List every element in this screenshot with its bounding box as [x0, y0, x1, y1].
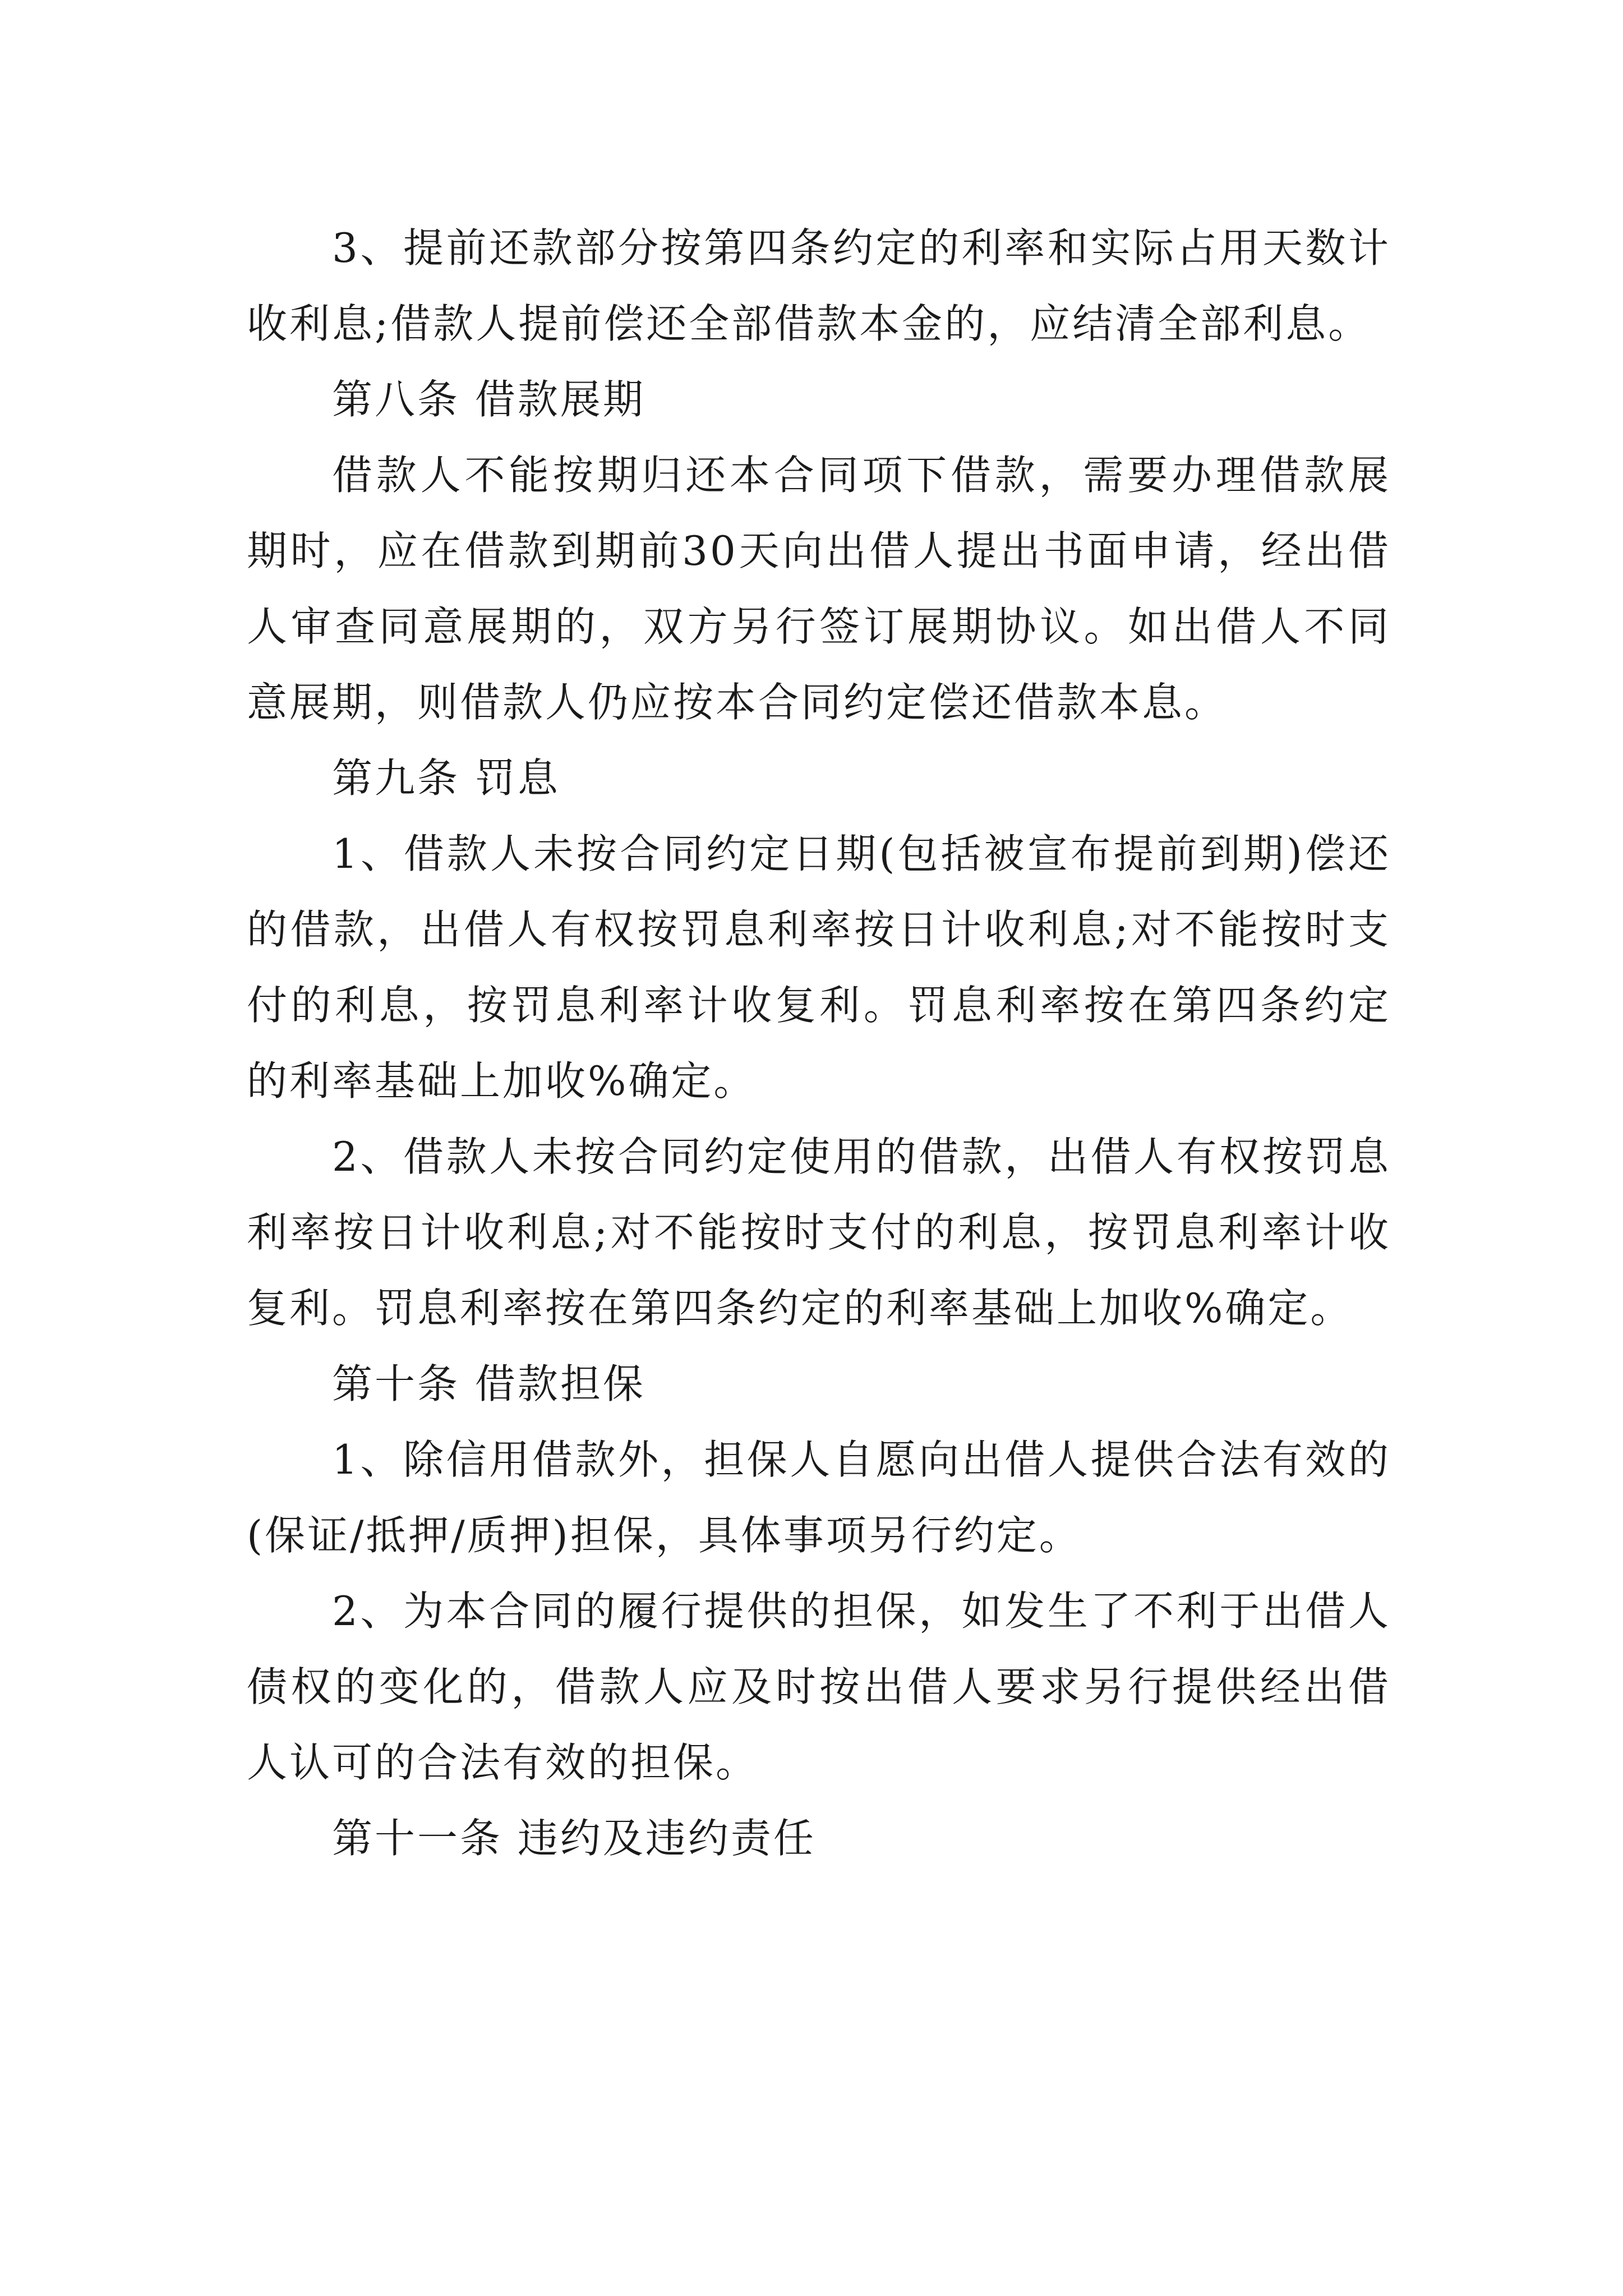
heading-article-10: 第十条 借款担保 — [332, 1360, 645, 1407]
document-body — [247, 210, 1391, 1876]
paragraph-loan-extension: 借款人不能按期归还本合同项下借款，需要办理借款展期时，应在借款到期前30天向出借人提出书面申请，经出借人审查同意展期的，双方另行签订展期协议。如出借人不同意展期，则借款人仍应按本合同约定偿还借款本息。 — [247, 452, 1391, 726]
paragraph-prepayment-interest: 3、提前还款部分按第四条约定的利率和实际占用天数计收利息;借款人提前偿还全部借款本金的，应结清全部利息。 — [247, 224, 1391, 347]
paragraph-guarantee-2: 2、为本合同的履行提供的担保，如发生了不利于出借人债权的变化的，借款人应及时按出借人要求另行提供经出借人认可的合法有效的担保。 — [247, 1588, 1391, 1786]
paragraph-guarantee-1: 1、除信用借款外，担保人自愿向出借人提供合法有效的 (保证/抵押/质押)担保，具体事项另行约定。 — [247, 1436, 1391, 1559]
paragraph-penalty-1: 1、借款人未按合同约定日期(包括被宣布提前到期)偿还的借款，出借人有权按罚息利率按日计收利息;对不能按时支付的利息，按罚息利率计收复利。罚息利率按在第四条约定的利率基础上加收%确定。 — [247, 830, 1391, 1105]
paragraph-penalty-2: 2、借款人未按合同约定使用的借款，出借人有权按罚息利率按日计收利息;对不能按时支付的利息，按罚息利率计收复利。罚息利率按在第四条约定的利率基础上加收%确定。 — [247, 1133, 1391, 1332]
heading-article-8: 第八条 借款展期 — [332, 376, 645, 423]
heading-article-9: 第九条 罚息 — [332, 754, 560, 802]
heading-article-11: 第十一条 违约及违约责任 — [332, 1815, 816, 1862]
